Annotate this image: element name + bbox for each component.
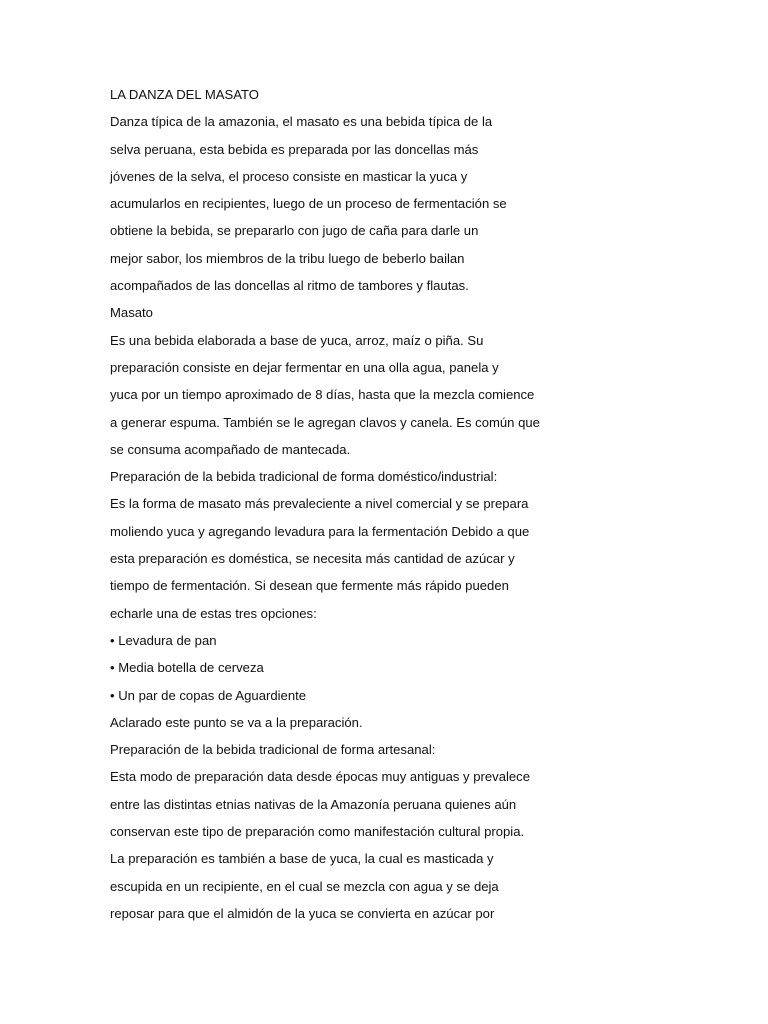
text-line: esta preparación es doméstica, se necesita más cantidad de azúcar y [110,551,515,567]
text-line: reposar para que el almidón de la yuca se convierta en azúcar por [110,905,495,921]
document-title: LA DANZA DEL MASATO [110,87,259,102]
text-line: Danza típica de la amazonia, el masato es una bebida típica de la [110,114,493,130]
document-body [110,86,670,932]
text-line: entre las distintas etnias nativas de la Amazonía peruana quienes aún [110,796,517,812]
text-line: escupida en un recipiente, en el cual se mezcla con agua y se deja [110,878,499,894]
section-heading: Masato [110,305,153,321]
text-line: jóvenes de la selva, el proceso consiste en masticar la yuca y [110,168,468,184]
section-heading: Preparación de la bebida tradicional de forma doméstico/industrial: [110,469,498,485]
text-line: Es la forma de masato más prevaleciente a nivel comercial y se prepara [110,496,529,512]
text-line: La preparación es también a base de yuca, la cual es masticada y [110,851,494,867]
text-line: Esta modo de preparación data desde épocas muy antiguas y prevalece [110,769,530,785]
bullet-item: • Media botella de cerveza [110,660,264,676]
text-line: Aclarado este punto se va a la preparación. [110,714,363,730]
text-line: acumularlos en recipientes, luego de un proceso de fermentación se [110,196,507,212]
text-line: obtiene la bebida, se prepararlo con jugo de caña para darle un [110,223,479,239]
text-line: mejor sabor, los miembros de la tribu luego de beberlo bailan [110,250,465,266]
text-line: selva peruana, esta bebida es preparada por las doncellas más [110,141,479,157]
text-line: preparación consiste en dejar fermentar en una olla agua, panela y [110,359,499,375]
text-line: Es una bebida elaborada a base de yuca, arroz, maíz o piña. Su [110,332,484,348]
bullet-item: • Levadura de pan [110,632,217,648]
text-line: yuca por un tiempo aproximado de 8 días, hasta que la mezcla comience [110,387,535,403]
text-line: a generar espuma. También se le agregan clavos y canela. Es común que [110,414,540,430]
text-line: tiempo de fermentación. Si desean que fermente más rápido pueden [110,578,509,594]
text-line: echarle una de estas tres opciones: [110,605,317,621]
text-line: acompañados de las doncellas al ritmo de tambores y flautas. [110,278,469,294]
section-heading: Preparación de la bebida tradicional de forma artesanal: [110,742,436,758]
bullet-item: • Un par de copas de Aguardiente [110,687,307,703]
text-line: se consuma acompañado de mantecada. [110,441,351,457]
text-line: moliendo yuca y agregando levadura para la fermentación Debido a que [110,523,530,539]
text-line: conservan este tipo de preparación como manifestación cultural propia. [110,824,525,840]
